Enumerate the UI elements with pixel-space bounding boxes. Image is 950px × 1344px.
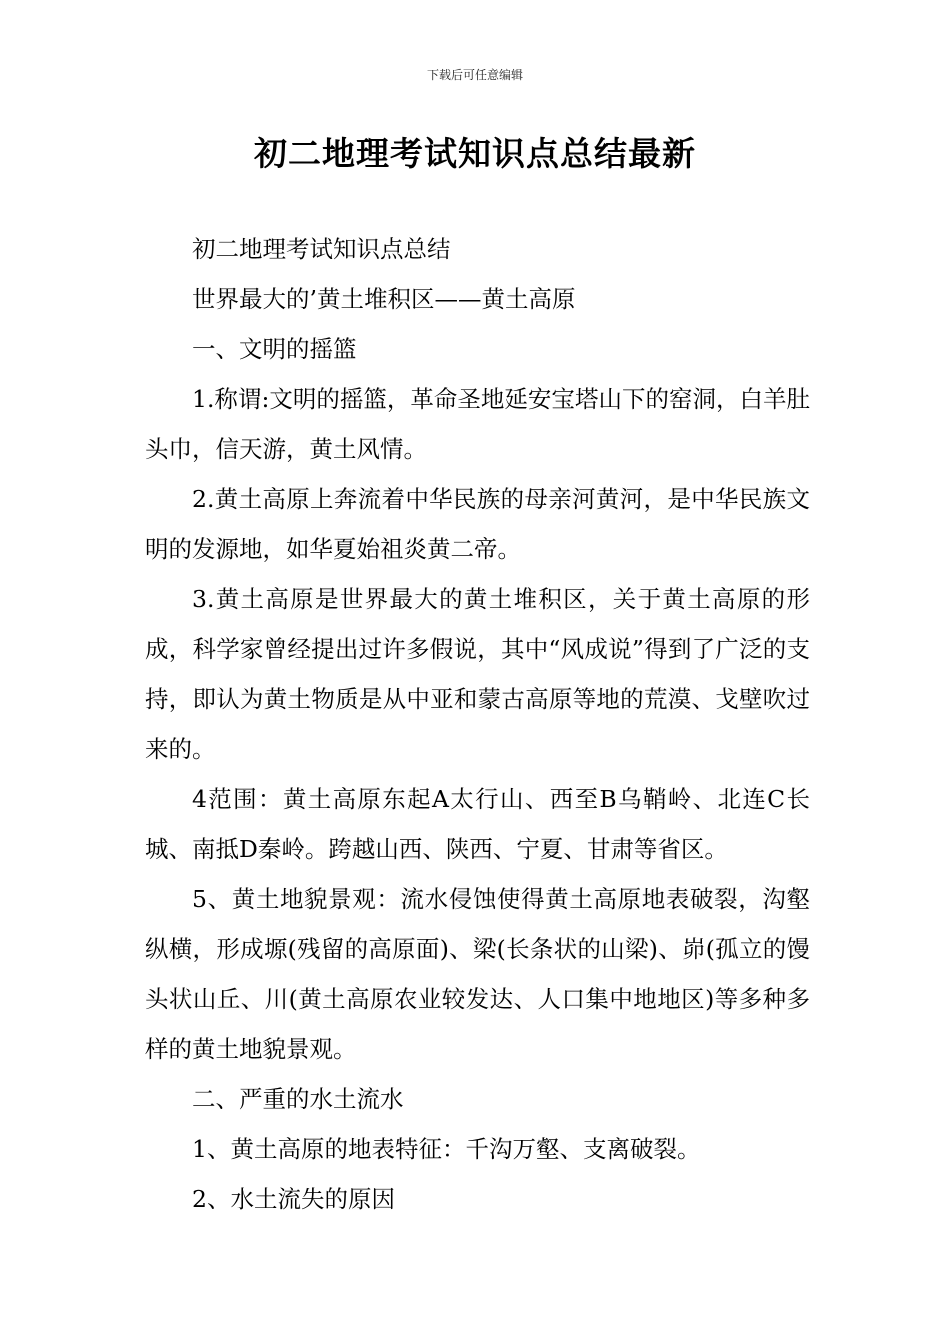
- paragraph-item-2: 2.黄土高原上奔流着中华民族的母亲河黄河，是中华民族文明的发源地，如华夏始祖炎黄二帝。: [145, 485, 810, 563]
- paragraph-item-7: 2、水土流失的原因: [192, 1185, 395, 1213]
- paragraph-item-4: 4范围：黄土高原东起A太行山、西至B乌鞘岭、北连C长城、南抵D秦岭。跨越山西、陕西、宁夏、甘肃等省区。: [145, 785, 810, 863]
- document-body: [145, 224, 810, 1224]
- paragraph-loess-heading: 世界最大的’黄土堆积区——黄土高原: [192, 285, 576, 313]
- paragraph-item-5: 5、黄土地貌景观：流水侵蚀使得黄土高原地表破裂，沟壑纵横，形成塬(残留的高原面)、梁(长条状的山梁)、峁(孤立的馒头状山丘、川(黄土高原农业较发达、人口集中地地区)等多种多样的黄土地貌景观。: [145, 885, 810, 1063]
- document-title: 初二地理考试知识点总结最新: [254, 134, 696, 173]
- paragraph-item-6: 1、黄土高原的地表特征：千沟万壑、支离破裂。: [192, 1135, 701, 1163]
- section-heading-1: 一、文明的摇篮: [192, 335, 357, 363]
- section-heading-2: 二、严重的水土流水: [192, 1085, 404, 1113]
- paragraph-item-1: 1.称谓:文明的摇篮，革命圣地延安宝塔山下的窑洞，白羊肚头巾，信天游，黄土风情。: [145, 385, 810, 463]
- paragraph-subtitle: 初二地理考试知识点总结: [192, 235, 451, 263]
- header-note: 下载后可任意编辑: [426, 68, 523, 82]
- paragraph-item-3: 3.黄土高原是世界最大的黄土堆积区，关于黄土高原的形成，科学家曾经提出过许多假说，其中“风成说”得到了广泛的支持，即认为黄土物质是从中亚和蒙古高原等地的荒漠、戈壁吹过来的。: [145, 585, 810, 763]
